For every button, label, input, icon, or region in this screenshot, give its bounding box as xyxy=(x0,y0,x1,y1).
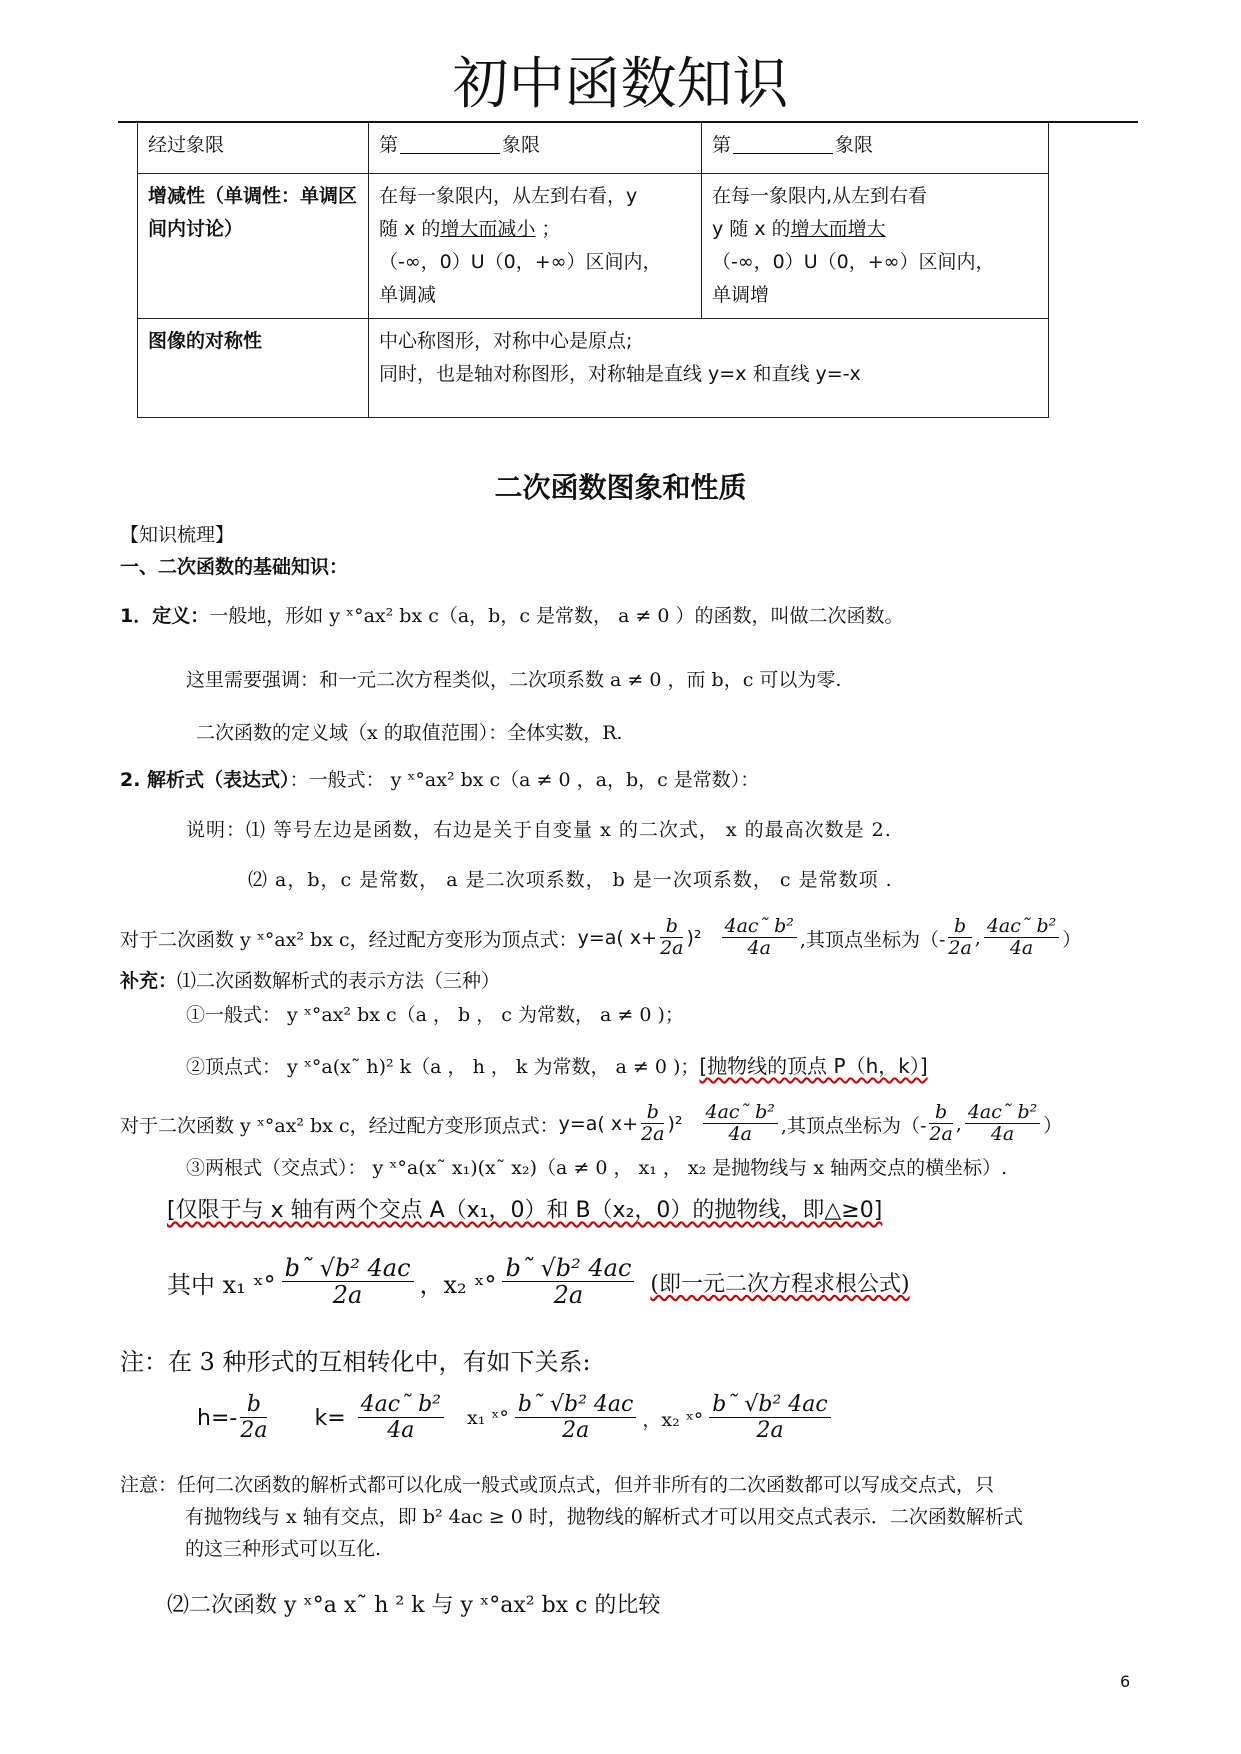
monotonic-cell-right: 在每一象限内,从左到右看 y 随 x 的增大而增大 （-∞，0）U（0，+∞）区间内， 单调增 xyxy=(702,174,1049,319)
properties-table xyxy=(137,123,1049,418)
table-row xyxy=(138,123,1049,174)
domain-line: 二次函数的定义域（x 的取值范围）：全体实数，R. xyxy=(196,722,623,744)
page-title: 初中函数知识 xyxy=(452,52,789,117)
intersection-note: [仅限于与 x 轴有两个交点 A（x₁，0）和 B（x₂，0）的抛物线，即△≥0] xyxy=(167,1198,883,1223)
analytic-note-2: ⑵ a，b，c 是常数， a 是二次项系数， b 是一次项系数， c 是常数项 . xyxy=(248,869,893,891)
attention-line-2: 有抛物线与 x 轴有交点，即 b² 4ac ≥ 0 时，抛物线的解析式才可以用交点式表示．二次函数解析式 xyxy=(185,1506,1023,1528)
relations-formulas: h=- $\frac{b}{2a}$ k= $\frac{\text{4ac˜ b²}}{4a}$ x₁ ˣ° $\frac{\text{b˜ √b² 4ac}}{2a}$ ，x₂ ˣ° $\frac{\text{b˜ √b² 4ac}}{2a}$ xyxy=(197,1382,837,1454)
row-label: 经过象限 xyxy=(138,123,369,174)
quadrant-cell-right: 第 象限 xyxy=(702,123,1049,174)
monotonic-cell-left: 在每一象限内，从左到右看，y 随 x 的增大而减小 ； （-∞，0）U（0，+∞）区间内， 单调减 xyxy=(369,174,702,319)
row-label: 增减性（单调性：单调区间内讨论） xyxy=(138,174,369,319)
vertex-form: ②顶点式： y ˣ°a(x˜ h)² k（a ， h ， k 为常数， a ≠ 0 )；[抛物线的顶点 P（h，k）] xyxy=(186,1054,928,1078)
roots-line: 其中 x₁ ˣ° $\frac{\text{b˜ √b² 4ac}}{2a}$ ，x₂ ˣ° $\frac{\text{b˜ √b² 4ac}}{2a}$ (即一元二次方程求根公式) xyxy=(167,1253,910,1309)
supplement-line: 补充：⑴二次函数解析式的表示方法（三种） xyxy=(120,970,501,992)
general-form: ①一般式： y ˣ°ax² bx c（a ， b ， c 为常数， a ≠ 0 )； xyxy=(186,1004,684,1026)
attention-line-3: 的这三种形式可以互化. xyxy=(185,1538,382,1560)
vertex-transform-1: 对于二次函数 y ˣ°ax² bx c，经过配方变形为顶点式： y=a( x+ $\frac{b}{2a}$ )² $\frac{\text{4ac˜ b²}}{4a}$ ,其顶点坐标为（- $\frac{b}{2a}$ , $\frac{\text{4ac˜ b²}}{4a}$ ） xyxy=(120,915,1082,960)
symmetry-cell: 中心称图形，对称中心是原点; 同时，也是轴对称图形，对称轴是直线 y=x 和直线 y=-x xyxy=(369,319,1049,418)
analytic-note-1: 说明：⑴ 等号左边是函数，右边是关于自变量 x 的二次式， x 的最高次数是 2. xyxy=(186,819,892,841)
intersection-form: ③两根式（交点式）： y ˣ°a(x˜ x₁)(x˜ x₂)（a ≠ 0 ， x₁ ， x₂ 是抛物线与 x 轴两交点的横坐标）. xyxy=(186,1157,1008,1179)
analytic-line: 2. 解析式（表达式）：一般式： y ˣ°ax² bx c（a ≠ 0 ，a，b，c 是常数）： xyxy=(120,769,760,791)
attention-line-1: 注意：任何二次函数的解析式都可以化成一般式或顶点式，但并非所有的二次函数都可以写成交点式，只 xyxy=(120,1474,995,1496)
sub-heading: 【知识梳理】 xyxy=(120,524,235,546)
relations-intro: 注：在 3 种形式的互相转化中，有如下关系: xyxy=(120,1348,591,1376)
blank-line xyxy=(400,134,500,154)
comparison-line: ⑵二次函数 y ˣ°a x˜ h ² k 与 y ˣ°ax² bx c 的比较 xyxy=(167,1593,661,1618)
section-title: 二次函数图象和性质 xyxy=(494,471,747,504)
quadrant-cell-left: 第 象限 xyxy=(369,123,702,174)
heading-basics: 一、二次函数的基础知识： xyxy=(120,556,349,578)
row-label: 图像的对称性 xyxy=(138,319,369,418)
blank-line xyxy=(733,134,833,154)
table-row xyxy=(138,174,1049,319)
definition-line: 1．定义：一般地，形如 y ˣ°ax² bx c（a，b，c 是常数， a ≠ 0 ）的函数，叫做二次函数。 xyxy=(120,605,904,627)
page-number: 6 xyxy=(1120,1672,1131,1691)
emphasis-line: 这里需要强调：和一元二次方程类似，二次项系数 a ≠ 0 ，而 b，c 可以为零. xyxy=(186,669,842,691)
table-row xyxy=(138,319,1049,418)
vertex-transform-2: 对于二次函数 y ˣ°ax² bx c，经过配方变形顶点式： y=a( x+ $\frac{b}{2a}$ )² $\frac{\text{4ac˜ b²}}{4a}$ ,其顶点坐标为（- $\frac{b}{2a}$ , $\frac{\text{4ac˜ b²}}{4a}$ ） xyxy=(120,1101,1063,1146)
